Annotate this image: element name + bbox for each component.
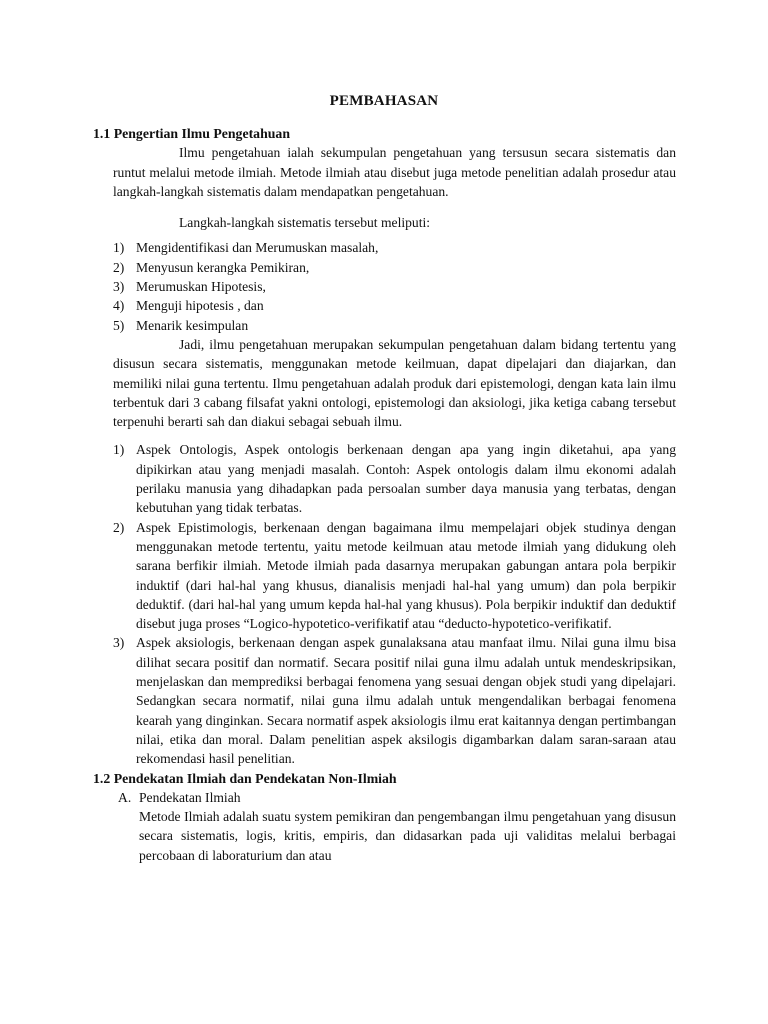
list-item [93, 277, 676, 296]
subsection-label: Pendekatan Ilmiah [139, 789, 241, 805]
list-number: 3) [113, 279, 125, 295]
list-item [93, 238, 676, 257]
list-text: Merumuskan Hipotesis, [136, 279, 266, 295]
list-item [93, 296, 676, 315]
list-item [93, 258, 676, 277]
list-number: 2) [113, 259, 125, 275]
list-item [93, 633, 676, 768]
list-number: 5) [113, 317, 125, 333]
list-item [93, 440, 676, 517]
list-text: Aspek Ontologis, Aspek ontologis berkenaan dengan apa yang ingin diketahui, apa yang dipikirkan atau yang menjadi masalah. Contoh: Aspek ontologis dalam ilmu ekonomi adalah perilaku manusia yang dihadapkan pada persoalan sumber daya manusia yang terbatas, dengan kebutuhan yang tidak terbatas. [136, 442, 676, 516]
paragraph-3: Jadi, ilmu pengetahuan merupakan sekumpulan pengetahuan dalam bidang tertentu yang disusun secara sistematis, menggunakan metode keilmuan, dapat dipelajari dan diajarkan, dan memiliki nilai guna tertentu. Ilmu pengetahuan adalah produk dari epistemologi, dengan kata lain ilmu terbentuk dari 3 cabang filsafat yakni ontologi, epistemologi dan aksiologi, jika ketiga cabang tersebut terpenuhi berarti sah dan diakui sebagai sebuah ilmu. [113, 336, 676, 430]
paragraph-2: Langkah-langkah sistematis tersebut meliputi: [179, 215, 431, 231]
aspects-list [93, 440, 676, 768]
list-text: Mengidentifikasi dan Merumuskan masalah, [136, 240, 379, 256]
list-number: 2) [113, 519, 125, 535]
section-1-heading: 1.1 Pengertian Ilmu Pengetahuan [93, 126, 290, 141]
list-item [93, 518, 676, 634]
list-item [93, 316, 676, 335]
subsection-a [93, 788, 676, 807]
list-text: Menarik kesimpulan [136, 317, 249, 333]
list-text: Menguji hipotesis , dan [136, 298, 264, 314]
paragraph-1: Ilmu pengetahuan ialah sekumpulan pengetahuan yang tersusun secara sistematis dan runtut melalui metode ilmiah. Metode ilmiah atau disebut juga metode penelitian adalah prosedur atau langkah-langkah sistematis dalam mendapatkan pengetahuan. [113, 145, 676, 199]
list-text: Aspek Epistimologis, berkenaan dengan bagaimana ilmu mempelajari objek studinya dengan menggunakan metode tertentu, yaitu metode keilmuan atau metode ilmiah yang didukung oleh sarana berfikir ilmiah. Metode ilmiah pada dasarnya merupakan gabungan antara pola berpikir induktif (dari hal-hal yang khusus, dianalisis menjadi hal-hal yang umum) dan pola berpikir deduktif. (dari hal-hal yang umum kepda hal-hal yang khusus). Pola berpikir induktif dan deduktif disebut juga proses “Logico-hypotetico-verifikatif atau “deducto-hypotetico-verifikatif. [136, 519, 676, 632]
list-number: 1) [113, 240, 125, 256]
section-1 [93, 124, 676, 865]
list-text: Menyusun kerangka Pemikiran, [136, 259, 310, 275]
section-2-heading: 1.2 Pendekatan Ilmiah dan Pendekatan Non-Ilmiah [93, 770, 397, 786]
subsection-a-text: Metode Ilmiah adalah suatu system pemikiran dan pengembangan ilmu pengetahuan yang disusun secara sistematis, logis, kritis, empiris, dan didasarkan pada uji validitas melalui berbagai percobaan di laboraturium dan atau [139, 809, 676, 863]
list-number: 4) [113, 298, 125, 314]
subsection-letter: A. [118, 789, 132, 805]
list-number: 3) [113, 635, 125, 651]
list-text: Aspek aksiologis, berkenaan dengan aspek gunalaksana atau manfaat ilmu. Nilai guna ilmu bisa dilihat secara positif dan normatif. Secara positif nilai guna ilmu adalah untuk mendeskripsikan, menjelaskan dan memprediksi berbagai fenomena yang sesuai dengan objek studi yang dipelajari. Sedangkan secara normatif, nilai guna ilmu adalah untuk mengendalikan berbagai fenomena kearah yang dinginkan. Secara normatif aspek aksiologis ilmu erat kaitannya dengan pertimbangan nilai, etika dan moral. Dalam penelitian aspek aksilogis digambarkan dalam saran-saraan atau rekomendasi hasil penelitian. [136, 635, 676, 767]
list-number: 1) [113, 442, 125, 458]
page-title: PEMBAHASAN [329, 93, 439, 109]
steps-list [93, 238, 676, 334]
